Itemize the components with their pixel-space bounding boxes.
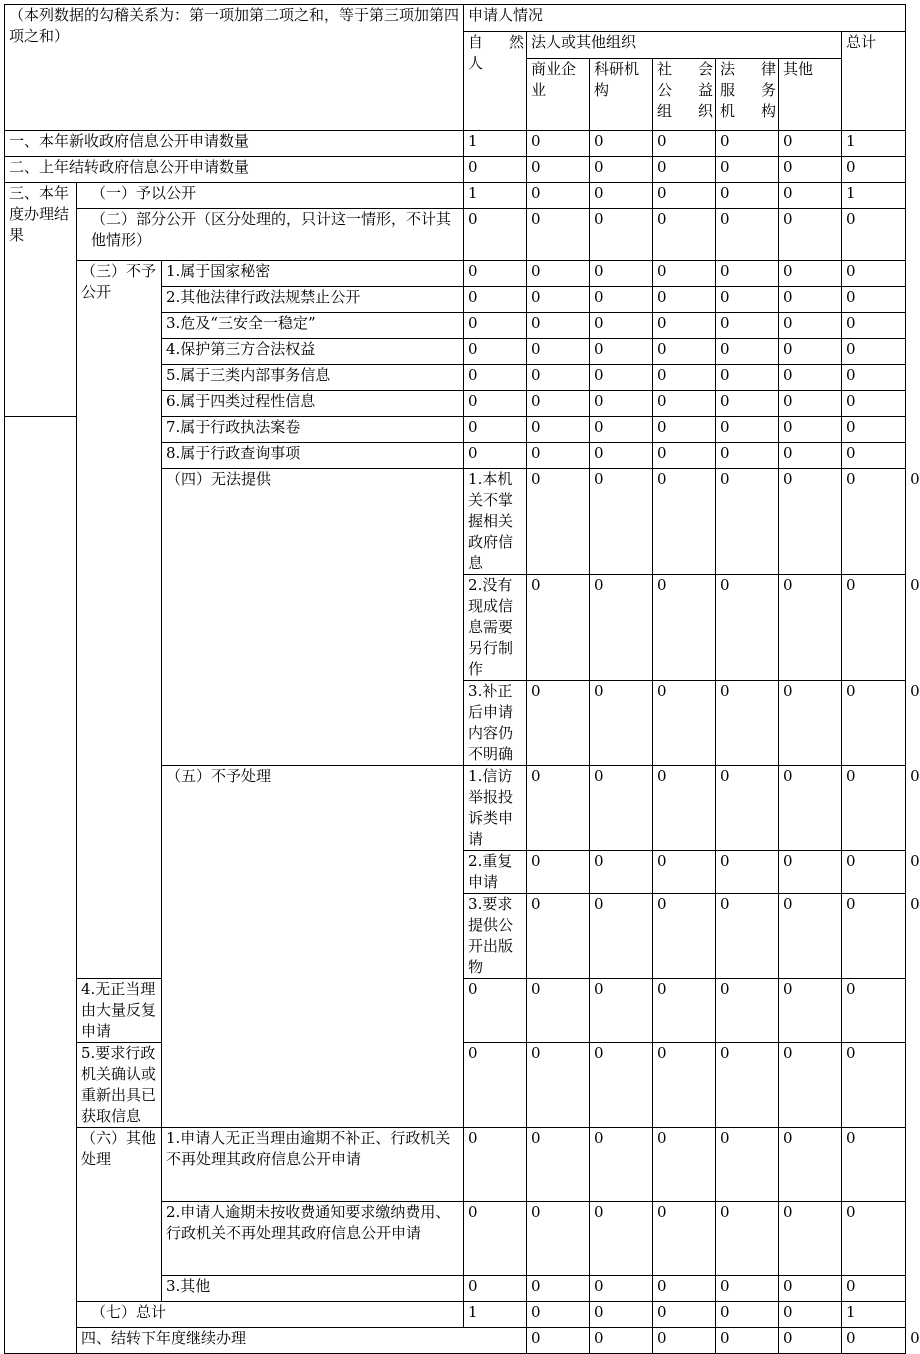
- cell-research: 0: [590, 157, 653, 183]
- cell-social: 0: [653, 1202, 716, 1276]
- cell-research: 0: [653, 766, 716, 851]
- cell-natural: 0: [464, 1043, 527, 1128]
- cell-other: 0: [779, 391, 842, 417]
- cell-research: 0: [590, 183, 653, 209]
- row-label: 5.属于三类内部事务信息: [162, 365, 464, 391]
- cell-total: 0: [842, 1276, 906, 1302]
- cell-research: 0: [590, 1202, 653, 1276]
- other-header: 其他: [779, 59, 842, 131]
- cell-legal: 0: [716, 183, 779, 209]
- cell-research: 0: [590, 1128, 653, 1202]
- cell-commercial: 0: [527, 1302, 590, 1328]
- cell-other: 0: [779, 157, 842, 183]
- table-row: [5, 1128, 906, 1202]
- cell-other: 0: [779, 443, 842, 469]
- other-process-label: （六）其他处理: [77, 1128, 162, 1302]
- cell-other: 0: [779, 979, 842, 1043]
- row-label: 3.补正后申请内容仍不明确: [464, 681, 527, 766]
- cell-research: 0: [653, 894, 716, 979]
- cell-research: 0: [590, 979, 653, 1043]
- cell-research: 0: [653, 681, 716, 766]
- cell-social: 0: [716, 681, 779, 766]
- cell-commercial: 0: [590, 766, 653, 851]
- cell-social: 0: [653, 313, 716, 339]
- cell-natural: 0: [527, 894, 590, 979]
- cell-research: 0: [590, 1043, 653, 1128]
- table-row: [5, 209, 906, 261]
- cell-commercial: 0: [527, 1128, 590, 1202]
- cell-legal: 0: [716, 1128, 779, 1202]
- cell-total: 0: [842, 313, 906, 339]
- cell-research: 0: [653, 575, 716, 681]
- cell-natural: 0: [464, 979, 527, 1043]
- table-row: [5, 157, 906, 183]
- cell-social: 0: [716, 766, 779, 851]
- unable-label: （四）无法提供: [162, 469, 464, 766]
- cell-total: 0: [842, 261, 906, 287]
- cell-natural: 0: [464, 365, 527, 391]
- row-label: 1.信访举报投诉类申请: [464, 766, 527, 851]
- row-label: （二）部分公开（区分处理的，只计这一情形，不计其他情形）: [77, 209, 464, 261]
- cell-total: 0: [842, 209, 906, 261]
- cell-natural: 0: [464, 1128, 527, 1202]
- cell-legal: 0: [716, 417, 779, 443]
- cell-legal: 0: [716, 209, 779, 261]
- cell-natural: 0: [464, 1276, 527, 1302]
- cell-natural: 0: [464, 443, 527, 469]
- cell-natural: 0: [464, 313, 527, 339]
- cell-research: 0: [590, 339, 653, 365]
- table-row: 3.补正后申请内容仍不明确 0 0 0 0 0 0 0: [5, 681, 906, 766]
- cell-other: 0: [842, 681, 906, 766]
- cell-total: 0: [842, 157, 906, 183]
- table-row: 3.要求提供公开出版物 0 0 0 0 0 0 0: [5, 894, 906, 979]
- table-row: （五）不予处理 1.信访举报投诉类申请 0 0 0 0 0 0 0: [5, 766, 906, 851]
- cell-commercial: 0: [527, 287, 590, 313]
- table-row: [5, 131, 906, 157]
- cell-other: 0: [779, 209, 842, 261]
- row-label: 3.其他: [162, 1276, 464, 1302]
- applicant-header: 申请人情况: [464, 5, 906, 32]
- cell-natural: 0: [527, 766, 590, 851]
- cell-legal: 0: [716, 365, 779, 391]
- cell-social: 0: [716, 575, 779, 681]
- row-label: 3.要求提供公开出版物: [464, 894, 527, 979]
- cell-other: 0: [779, 1276, 842, 1302]
- cell-other: 0: [779, 1202, 842, 1276]
- cell-research: 0: [590, 313, 653, 339]
- cell-total: 0: [842, 287, 906, 313]
- table-row: [5, 183, 906, 209]
- cell-commercial: 0: [527, 157, 590, 183]
- cell-commercial: 0: [590, 894, 653, 979]
- cell-other: 0: [779, 1302, 842, 1328]
- row-label: 8.属于行政查询事项: [162, 443, 464, 469]
- cell-legal: 0: [716, 131, 779, 157]
- cell-commercial: 0: [590, 575, 653, 681]
- cell-social: 0: [653, 261, 716, 287]
- cell-other: 0: [779, 365, 842, 391]
- cell-commercial: 0: [527, 391, 590, 417]
- cell-legal: 0: [779, 681, 842, 766]
- cell-research: 0: [653, 1328, 716, 1354]
- cell-social: 0: [716, 1328, 779, 1354]
- cell-research: 0: [590, 261, 653, 287]
- cell-social: 0: [653, 1043, 716, 1128]
- cell-social: 0: [653, 1128, 716, 1202]
- cell-natural: 0: [527, 575, 590, 681]
- table-row: [5, 261, 906, 287]
- cell-commercial: 0: [590, 681, 653, 766]
- legal-group-header: 法人或其他组织: [527, 32, 842, 59]
- cell-other: 0: [779, 131, 842, 157]
- cell-social: 0: [653, 339, 716, 365]
- cell-social: 0: [653, 183, 716, 209]
- cell-commercial: 0: [527, 979, 590, 1043]
- cell-other: 0: [779, 287, 842, 313]
- cell-commercial: 0: [527, 365, 590, 391]
- cell-other: 0: [779, 417, 842, 443]
- section3-continuation: [5, 417, 77, 1354]
- cell-social: 0: [653, 365, 716, 391]
- cell-legal: 0: [716, 313, 779, 339]
- table-row: 四、结转下年度继续办理 0 0 0 0 0 0 0: [5, 1328, 906, 1354]
- cell-commercial: 0: [527, 443, 590, 469]
- cell-natural: 0: [527, 851, 590, 894]
- cell-legal: 0: [716, 157, 779, 183]
- cell-social: 0: [653, 287, 716, 313]
- cell-social: 0: [653, 417, 716, 443]
- cell-legal: 0: [716, 443, 779, 469]
- cell-legal: 0: [716, 1276, 779, 1302]
- cell-total: 1: [842, 183, 906, 209]
- cell-research: 0: [590, 443, 653, 469]
- table-row: [5, 1302, 906, 1328]
- cell-other: 0: [842, 469, 906, 575]
- table-row: 2.重复申请 0 0 0 0 0 0 0: [5, 851, 906, 894]
- cell-other: 0: [842, 894, 906, 979]
- cell-research: 0: [590, 365, 653, 391]
- row-label: （一）予以公开: [77, 183, 464, 209]
- cell-social: 0: [653, 209, 716, 261]
- cell-legal: 0: [716, 1302, 779, 1328]
- cell-other: 0: [779, 313, 842, 339]
- cell-total: 1: [842, 131, 906, 157]
- cell-commercial: 0: [527, 261, 590, 287]
- cell-commercial: 0: [527, 417, 590, 443]
- cell-other: 0: [842, 851, 906, 894]
- cell-research: 0: [653, 851, 716, 894]
- cell-legal: 0: [779, 851, 842, 894]
- cell-social: 0: [653, 979, 716, 1043]
- row-label: 二、上年结转政府信息公开申请数量: [5, 157, 464, 183]
- cell-total: 0: [842, 365, 906, 391]
- cell-social: 0: [716, 469, 779, 575]
- cell-legal: 0: [716, 979, 779, 1043]
- cell-research: 0: [590, 131, 653, 157]
- cell-total: 1: [842, 1302, 906, 1328]
- cell-other: 0: [779, 1043, 842, 1128]
- cell-total: 0: [842, 391, 906, 417]
- cell-other: 0: [779, 339, 842, 365]
- cell-commercial: 0: [527, 1202, 590, 1276]
- cell-natural: 1: [464, 1302, 527, 1328]
- cell-natural: 0: [464, 391, 527, 417]
- cell-natural: 1: [464, 183, 527, 209]
- cell-legal: 0: [779, 894, 842, 979]
- cell-natural: 0: [464, 339, 527, 365]
- row-label: 4.无正当理由大量反复申请: [77, 979, 162, 1043]
- not-public-label: （三）不予公开: [77, 261, 162, 979]
- cell-research: 0: [590, 417, 653, 443]
- cell-natural: 0: [527, 469, 590, 575]
- row-label: 1.属于国家秘密: [162, 261, 464, 287]
- cell-total: 0: [842, 417, 906, 443]
- cell-social: 0: [716, 894, 779, 979]
- cell-natural: 0: [527, 1328, 590, 1354]
- cell-social: 0: [653, 1302, 716, 1328]
- commercial-header: 商业企业: [527, 59, 590, 131]
- disclosure-stats-table: [4, 4, 920, 1354]
- cell-commercial: 0: [527, 313, 590, 339]
- cell-natural: 0: [464, 417, 527, 443]
- cell-commercial: 0: [527, 131, 590, 157]
- cell-commercial: 0: [527, 183, 590, 209]
- row-label: 1.申请人无正当理由逾期不补正、行政机关不再处理其政府信息公开申请: [162, 1128, 464, 1202]
- cell-natural: 0: [464, 157, 527, 183]
- cell-research: 0: [590, 1302, 653, 1328]
- cell-research: 0: [590, 391, 653, 417]
- cell-research: 0: [590, 1276, 653, 1302]
- cell-natural: 0: [527, 681, 590, 766]
- cell-other: 0: [779, 183, 842, 209]
- section3-label: 三、本年度办理结果: [5, 183, 77, 417]
- cell-total: 0: [842, 443, 906, 469]
- cell-total: 0: [842, 1128, 906, 1202]
- cell-total: 0: [842, 979, 906, 1043]
- research-header: 科研机构: [590, 59, 653, 131]
- row-label: （七）总计: [77, 1302, 464, 1328]
- cell-other: 0: [842, 766, 906, 851]
- cell-natural: 0: [464, 209, 527, 261]
- total-header: 总计: [842, 32, 906, 131]
- cell-research: 0: [590, 287, 653, 313]
- cell-commercial: 0: [527, 1276, 590, 1302]
- cell-total: 0: [842, 1202, 906, 1276]
- cell-other: 0: [842, 575, 906, 681]
- cell-other: 0: [779, 261, 842, 287]
- cell-social: 0: [716, 851, 779, 894]
- row-label: 3.危及“三安全一稳定”: [162, 313, 464, 339]
- cell-legal: 0: [716, 1202, 779, 1276]
- cell-social: 0: [653, 1276, 716, 1302]
- row-label: 四、结转下年度继续办理: [77, 1328, 527, 1354]
- cell-legal: 0: [716, 339, 779, 365]
- cell-social: 0: [653, 391, 716, 417]
- cell-legal: 0: [716, 287, 779, 313]
- cell-commercial: 0: [527, 1043, 590, 1128]
- cell-legal: 0: [779, 1328, 842, 1354]
- table-row: 2.没有现成信息需要另行制作 0 0 0 0 0 0 0: [5, 575, 906, 681]
- cell-commercial: 0: [527, 339, 590, 365]
- cell-legal: 0: [779, 575, 842, 681]
- row-label: 5.要求行政机关确认或重新出具已获取信息: [77, 1043, 162, 1128]
- row-label: 4.保护第三方合法权益: [162, 339, 464, 365]
- cell-commercial: 0: [590, 469, 653, 575]
- legal-service-header: 法 律服 务机构: [716, 59, 779, 131]
- cell-legal: 0: [716, 261, 779, 287]
- row-label: 2.其他法律行政法规禁止公开: [162, 287, 464, 313]
- cell-research: 0: [590, 209, 653, 261]
- row-label: 7.属于行政执法案卷: [162, 417, 464, 443]
- cell-commercial: 0: [527, 209, 590, 261]
- cell-commercial: 0: [590, 851, 653, 894]
- cell-social: 0: [653, 443, 716, 469]
- cell-legal: 0: [779, 766, 842, 851]
- cell-natural: 0: [464, 287, 527, 313]
- row-label: 2.申请人逾期未按收费通知要求缴纳费用、行政机关不再处理其政府信息公开申请: [162, 1202, 464, 1276]
- cell-legal: 0: [716, 1043, 779, 1128]
- cell-social: 0: [653, 131, 716, 157]
- cell-social: 0: [653, 157, 716, 183]
- table-row: （四）无法提供 1.本机关不掌握相关政府信息 0 0 0 0 0 0 0: [5, 469, 906, 575]
- cell-natural: 1: [464, 131, 527, 157]
- row-label: 一、本年新收政府信息公开申请数量: [5, 131, 464, 157]
- cell-other: 0: [779, 1128, 842, 1202]
- cell-legal: 0: [779, 469, 842, 575]
- row-label: 1.本机关不掌握相关政府信息: [464, 469, 527, 575]
- cell-natural: 0: [464, 261, 527, 287]
- row-label: 6.属于四类过程性信息: [162, 391, 464, 417]
- cell-research: 0: [653, 469, 716, 575]
- cell-total: 0: [842, 339, 906, 365]
- social-header: 社 会公 益组织: [653, 59, 716, 131]
- row-label: 2.没有现成信息需要另行制作: [464, 575, 527, 681]
- cell-legal: 0: [716, 391, 779, 417]
- not-process-label: （五）不予处理: [162, 766, 464, 1128]
- cell-total: 0: [842, 1043, 906, 1128]
- row-label: 2.重复申请: [464, 851, 527, 894]
- table-note: （本列数据的勾稽关系为：第一项加第二项之和，等于第三项加第四项之和）: [5, 5, 464, 131]
- cell-other: 0: [842, 1328, 906, 1354]
- cell-natural: 0: [464, 1202, 527, 1276]
- cell-commercial: 0: [590, 1328, 653, 1354]
- natural-person-header: 自 然人: [464, 32, 527, 131]
